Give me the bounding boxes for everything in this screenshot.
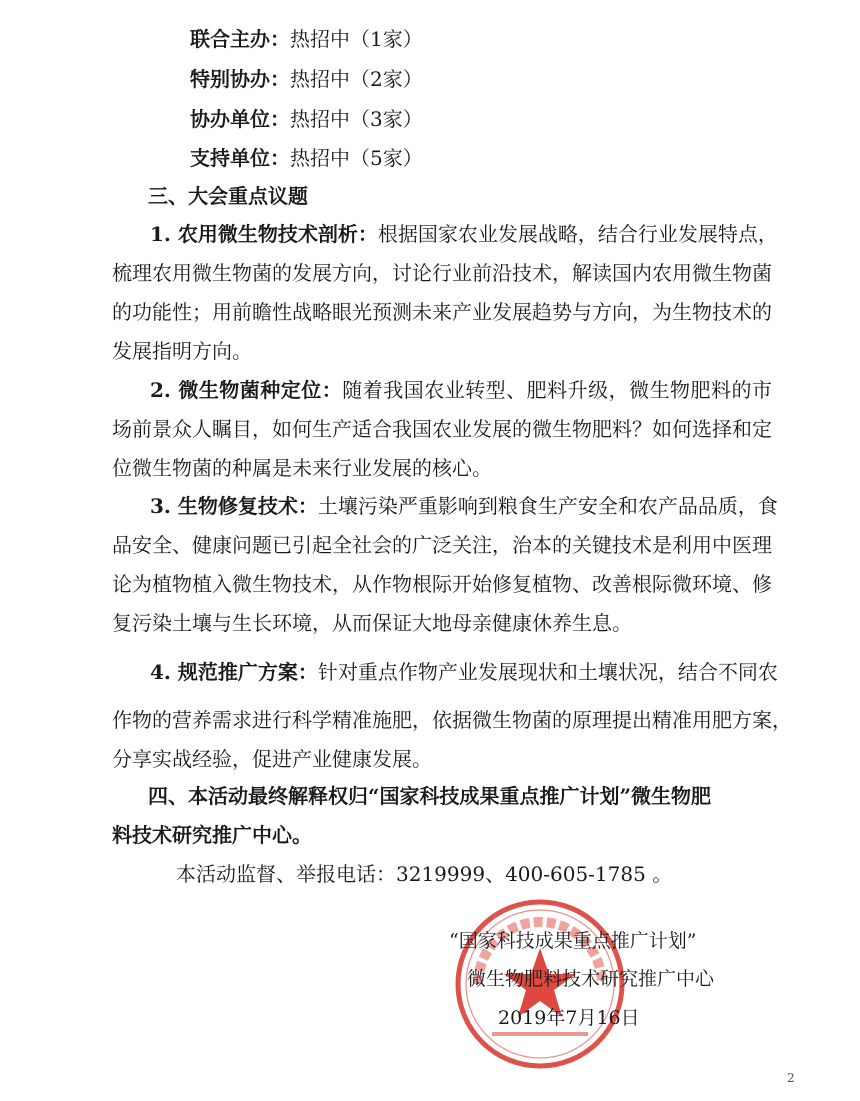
topic-text: 土壤污染严重影响到粮食生产安全和农产品品质，食 [317,494,778,518]
section3-heading: 三、大会重点议题 [148,184,308,208]
hotline-text: 本活动监督、举报电话：3219999、400-605-1785 。 [176,862,673,886]
role-line-4 [190,143,423,173]
role-line-1 [190,24,423,54]
role-label: 联合主办： [190,27,290,51]
topic1-line-2: 梳理农用微生物菌的发展方向，讨论行业前沿技术，解读国内农用微生物菌 [112,261,772,285]
role-label: 支持单位： [190,146,290,170]
signature-line-1: “国家科技成果重点推广计划” [449,930,697,952]
page-number: 2 [787,1071,795,1085]
topic-text: 随着我国农业转型、肥料升级，微生物肥料的市 [342,378,773,402]
section4-line-1: 四、本活动最终解释权归“国家科技成果重点推广计划”微生物肥 [148,784,712,808]
topic4-line-2: 作物的营养需求进行科学精准施肥，依据微生物菌的原理提出精准用肥方案， [112,708,792,732]
role-value: 热招中（1家） [290,27,423,51]
role-label: 特别协办： [190,67,290,91]
topic-text: 根据国家农业发展战略，结合行业发展特点， [377,222,778,246]
role-label: 协办单位： [190,107,290,131]
role-value: 热招中（2家） [290,67,423,91]
topic-title: 4. 规范推广方案： [150,660,318,684]
topic2-line-3: 位微生物菌的种属是未来行业发展的核心。 [112,456,492,480]
topic-title: 2. 微生物菌种定位： [150,378,343,402]
topic3-line-4: 复污染土壤与生长环境，从而保证大地母亲健康休养生息。 [112,611,632,635]
topic1-line-3: 的功能性；用前瞻性战略眼光预测未来产业发展趋势与方向，为生物技术的 [112,300,772,324]
topic2-line-2: 场前景众人瞩目，如何生产适合我国农业发展的微生物肥料？如何选择和定 [112,417,772,441]
topic4-line-3: 分享实战经验，促进产业健康发展。 [112,747,432,771]
topic2-line-1 [150,375,772,405]
section4-line-2: 料技术研究推广中心。 [112,823,312,847]
signature-line-2: 微生物肥料技术研究推广中心 [467,968,715,990]
role-value: 热招中（3家） [290,107,423,131]
topic3-line-3: 论为植物植入微生物技术，从作物根际开始修复植物、改善根际微环境、修 [112,572,772,596]
role-line-2 [190,64,423,94]
topic-text: 针对重点作物产业发展现状和土壤状况，结合不同农 [317,660,778,684]
topic3-line-1 [150,491,778,521]
topic1-line-1 [150,219,778,249]
topic3-line-2: 品安全、健康问题已引起全社会的广泛关注，治本的关键技术是利用中医理 [112,533,772,557]
topic-title: 3. 生物修复技术： [150,494,318,518]
role-line-3 [190,104,423,134]
role-value: 热招中（5家） [290,146,423,170]
topic1-line-4: 发展指明方向。 [112,339,252,363]
signature-date: 2019年7月16日 [498,1007,640,1029]
topic4-line-1 [150,657,778,687]
topic-title: 1. 农用微生物技术剖析： [150,222,378,246]
